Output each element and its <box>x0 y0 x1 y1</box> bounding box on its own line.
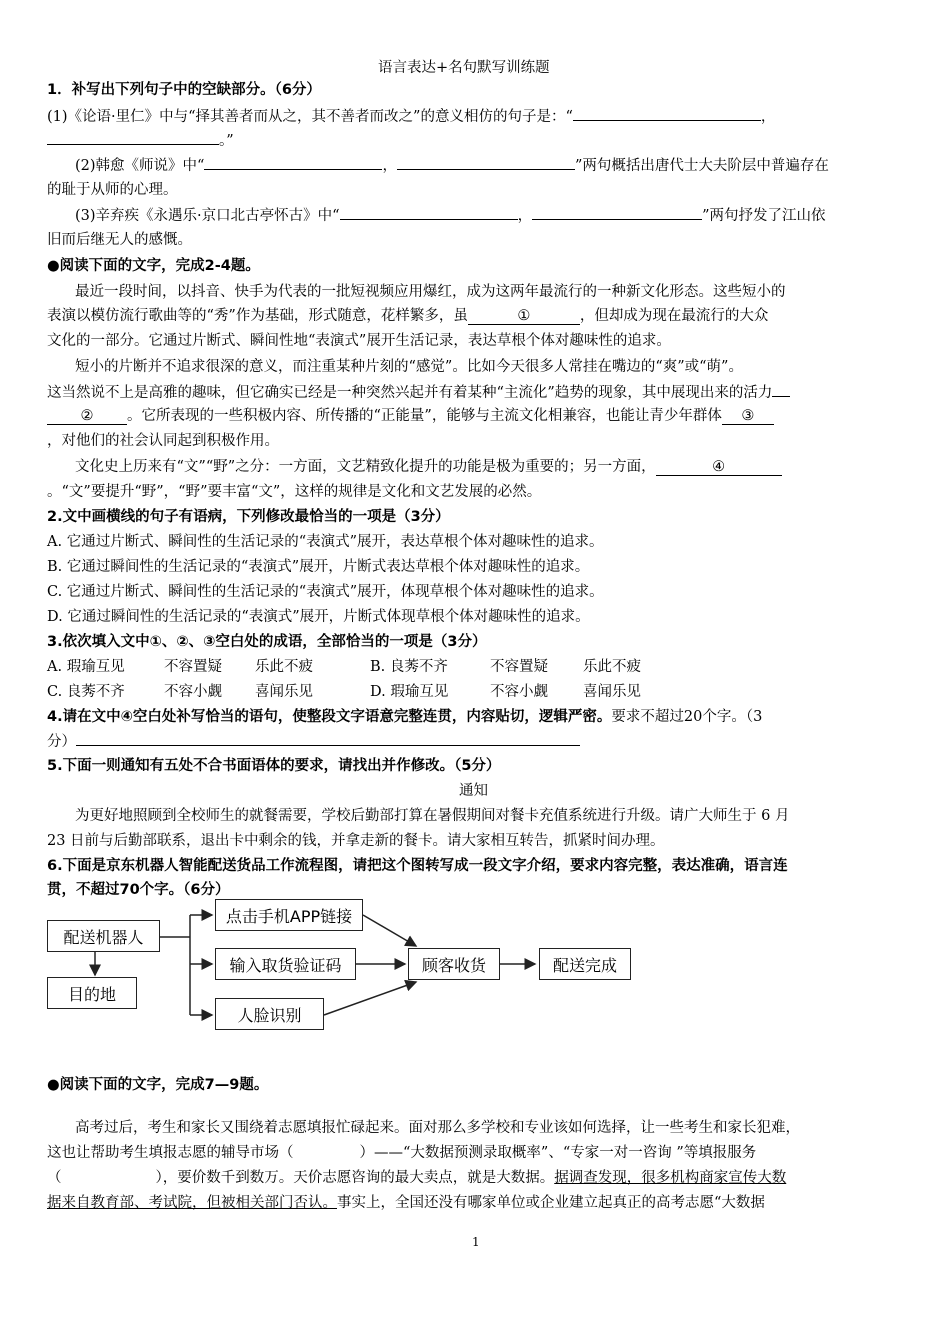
idiom: 不容置疑 <box>490 659 548 675</box>
idiom: 喜闻乐见 <box>583 684 641 700</box>
idiom: C. 良莠不齐 <box>47 684 125 700</box>
blank-1[interactable]: ① <box>468 308 580 325</box>
node-app-link: 点击手机APP链接 <box>215 899 363 931</box>
text: 这也让帮助考生填报志愿的辅导市场（ <box>47 1145 294 1161</box>
text: ，但却成为现在最流行的大众 <box>579 308 769 324</box>
text: 这当然说不上是高雅的趣味，但它确实已经是一种突然兴起并有着某种“主流化”趋势的现象，其中展现出来的活力 <box>47 385 773 401</box>
q5-heading: 5.下面一则通知有五处不合书面语体的要求，请找出并作修改。（5分） <box>47 758 501 774</box>
text: ），要价数千到数万。天价志愿咨询的最大卖点，就是大数据。 <box>155 1170 555 1186</box>
reading2-line2 <box>47 1143 756 1163</box>
page-number: 1 <box>472 1235 480 1249</box>
text: 。它所表现的一些积极内容、所传播的“正能量”，能够与主流文化相兼容，也能让青少年群体 <box>127 408 722 424</box>
blank-4[interactable]: ④ <box>656 459 782 476</box>
idiom: A. 瑕瑜互见 <box>47 659 125 675</box>
blank-3[interactable]: ③ <box>722 408 774 425</box>
idiom: 喜闻乐见 <box>255 684 313 700</box>
reading1-line1: 最近一段时间，以抖音、快手为代表的一批短视频应用爆红，成为这两年最流行的一种新文化形态。这些短小的 <box>75 284 786 300</box>
node-robot: 配送机器人 <box>47 920 160 952</box>
q1-item3-text2: ”两句抒发了江山依 <box>702 208 826 224</box>
underlined-sentence: 据来自教育部、考试院，但被相关部门否认。 <box>47 1195 337 1211</box>
underlined-sentence: 它通过片断式、瞬间性地“表演式”展开生活记录，表达草根个体对趣味性的追求。 <box>148 333 671 349</box>
node-customer-receive: 顾客收货 <box>408 948 500 980</box>
blank-2[interactable]: ② <box>47 408 127 425</box>
text: 分） <box>47 734 76 750</box>
q1-item2-text: (2)韩愈《师说》中“ <box>75 158 205 174</box>
reading1-line4: 短小的片断并不追求很深的意义，而注重某种片刻的“感觉”。比如今天很多人常挂在嘴边的“爽”或“萌”。 <box>75 359 743 375</box>
idiom: D. 瑕瑜互见 <box>370 684 449 700</box>
text: 文化史上历来有“文”“野”之分：一方面，文艺精致化提升的功能是极为重要的；另一方面， <box>75 459 656 475</box>
q6-heading-line1: 6.下面是京东机器人智能配送货品工作流程图，请把这个图转写成一段文字介绍，要求内容完整，表达准确，语言连 <box>47 858 788 874</box>
q2-option-d[interactable]: D. 它通过瞬间性的生活记录的“表演式”展开，片断式体现草根个体对趣味性的追求。 <box>47 609 590 625</box>
q1-item3-text: (3)辛弃疾《永遇乐·京口北古亭怀古》中“ <box>75 208 340 224</box>
notice-title: 通知 <box>459 783 488 799</box>
idiom: 不容小觑 <box>164 684 222 700</box>
idiom: 乐此不疲 <box>583 659 641 675</box>
text: ）——“大数据预测录取概率”、“专家一对一咨询 ”等填报服务 <box>359 1145 757 1161</box>
q4-tail: 要求不超过20个字。（3 <box>611 709 763 725</box>
text: 文化的一部分。 <box>47 333 149 349</box>
reading1-heading: ●阅读下面的文字，完成2-4题。 <box>47 258 260 274</box>
node-face-recognition: 人脸识别 <box>215 998 324 1030</box>
q1-item2-text2: ”两句概括出唐代士大夫阶层中普遍存在 <box>574 158 829 174</box>
text: 事实上，全国还没有哪家单位或企业建立起真正的高考志愿“大数据 <box>337 1195 765 1211</box>
node-destination: 目的地 <box>47 977 137 1009</box>
reading2-line4 <box>47 1193 765 1213</box>
idiom: 乐此不疲 <box>255 659 313 675</box>
text: （ <box>47 1170 62 1186</box>
reading1-line9: 。“文”要提升“野”，“野”要丰富“文”，这样的规律是文化和文艺发展的必然。 <box>47 484 542 500</box>
node-verify-code: 输入取货验证码 <box>215 948 356 980</box>
q2-heading: 2.文中画横线的句子有语病，下列修改最恰当的一项是（3分） <box>47 509 450 525</box>
q1-item3-line2: 旧而后继无人的感慨。 <box>47 232 192 248</box>
punct: ， <box>760 109 776 125</box>
punct: ， <box>517 208 533 224</box>
q3-heading: 3.依次填入文中①、②、③空白处的成语，全部恰当的一项是（3分） <box>47 634 487 650</box>
q2-option-a[interactable]: A. 它通过片断式、瞬间性的生活记录的“表演式”展开，表达草根个体对趣味性的追求。 <box>47 534 604 550</box>
q2-option-c[interactable]: C. 它通过片断式、瞬间性的生活记录的“表演式”展开，体现草根个体对趣味性的追求。 <box>47 584 604 600</box>
q4-heading: 4.请在文中④空白处补写恰当的语句，使整段文字语意完整连贯，内容贴切，逻辑严密。 <box>47 709 612 725</box>
notice-line2: 23 日前与后勤部联系，退出卡中剩余的钱，并拿走新的餐卡。请大家相互转告，抓紧时间办理。 <box>47 833 665 849</box>
notice-line1: 为更好地照顾到全校师生的就餐需要，学校后勤部打算在暑假期间对餐卡充值系统进行升级。请广大师生于 6 月 <box>75 808 790 824</box>
arrow-face-to-receive <box>324 982 416 1015</box>
underlined-sentence: 据调查发现，很多机构商家宣传大数 <box>554 1170 787 1186</box>
q6-heading-line2: 贯，不超过70个字。（6分） <box>47 882 230 898</box>
idiom: 不容置疑 <box>164 659 222 675</box>
q1-heading: 1．补写出下列句子中的空缺部分。（6分） <box>47 82 321 98</box>
idiom: B. 良莠不齐 <box>370 659 448 675</box>
text: 表演以模仿流行歌曲等的“秀”作为基础，形式随意，花样繁多，虽 <box>47 308 468 324</box>
arrow-app-to-receive <box>363 915 416 946</box>
punct: ， <box>382 158 397 174</box>
q1-item2-line2: 的耻于从师的心理。 <box>47 182 178 198</box>
node-delivery-complete: 配送完成 <box>539 948 631 980</box>
punct: 。” <box>219 133 234 149</box>
reading2-heading: ●阅读下面的文字，完成7—9题。 <box>47 1077 269 1093</box>
page-title: 语言表达+名句默写训练题 <box>378 60 550 76</box>
reading2-line3 <box>47 1168 786 1188</box>
q1-item1-text: (1)《论语·里仁》中与“择其善者而从之，其不善者而改之”的意义相仿的句子是：“ <box>47 109 573 125</box>
reading1-line7: ，对他们的社会认同起到积极作用。 <box>47 433 279 449</box>
idiom: 不容小觑 <box>490 684 548 700</box>
q2-option-b[interactable]: B. 它通过瞬间性的生活记录的“表演式”展开，片断式表达草根个体对趣味性的追求。 <box>47 559 590 575</box>
reading2-line1: 高考过后，考生和家长又围绕着志愿填报忙碌起来。面对那么多学校和专业该如何选择，让一些考生和家长犯难， <box>75 1120 800 1136</box>
